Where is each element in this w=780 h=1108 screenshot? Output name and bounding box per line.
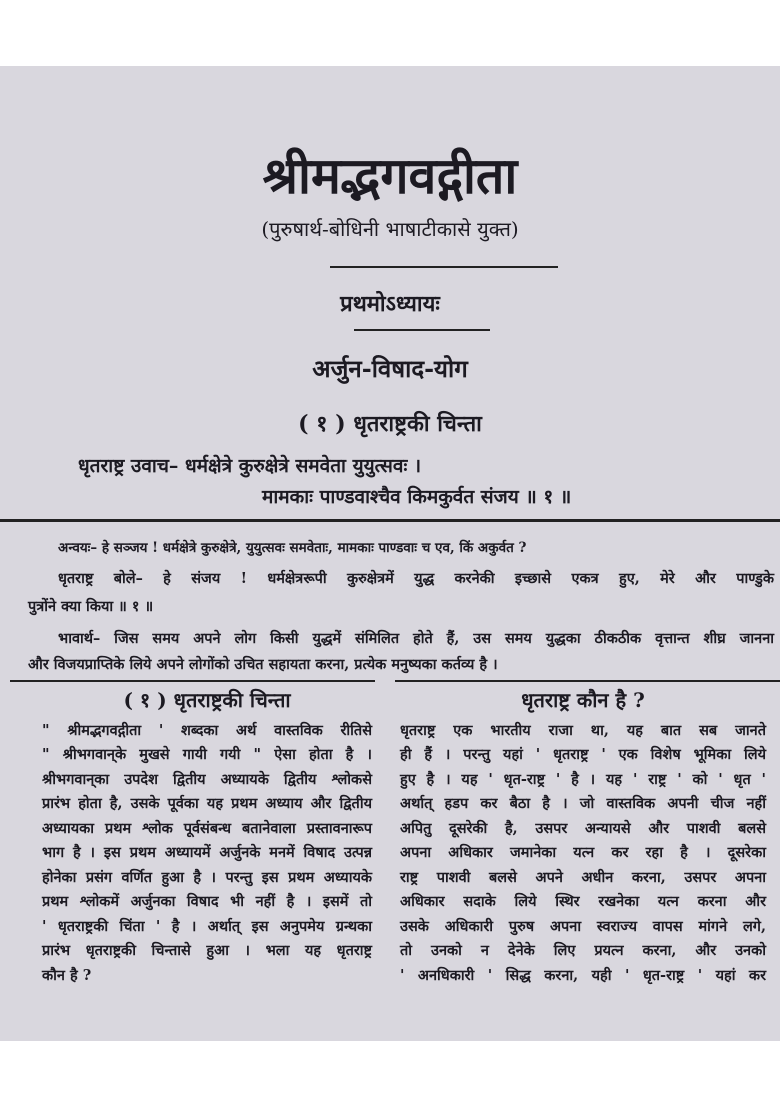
text-line: कौन है ? xyxy=(42,966,92,984)
divider xyxy=(354,329,490,331)
verse-line-1: धृतराष्ट्र उवाच– धर्मक्षेत्रे कुरुक्षेत्रे समवेता युयुत्सवः । xyxy=(78,455,422,477)
yoga-heading: अर्जुन-विषाद-योग xyxy=(312,354,468,383)
text-line: श्रीभगवान्‌का उपदेश द्वितीय अध्यायके द्वितीय श्लोकसे xyxy=(42,770,372,788)
text-line: होनेका प्रसंग वर्णित हुआ है । परन्तु इस प्रथम अध्यायके xyxy=(42,868,372,886)
right-column-heading: धृतराष्ट्र कौन है ? xyxy=(521,688,645,712)
text-line: ही हैं । परन्तु यहां ' धृतराष्ट्र ' एक विशेष भूमिका लिये xyxy=(400,746,766,763)
text-line: राष्ट्र पाशवी बलसे अपने अधीन करना, उसपर अपना xyxy=(400,868,766,886)
text-line: अध्यायका प्रथम श्लोक पूर्वसंबन्ध बतानेवाला प्रस्तावनारूप xyxy=(42,819,372,837)
verse-line-2: मामकाः पाण्डवाश्चैव किमकुर्वत संजय ॥ १ ॥ xyxy=(262,486,572,508)
left-column xyxy=(42,688,372,988)
divider xyxy=(330,266,558,268)
bhavarth-line: और विजयप्राप्तिके लिये अपने लोगोंको उचित सहायता करना, प्रत्येक मनुष्यका कर्तव्य है । xyxy=(28,656,498,673)
text-line: अधिकार सदाके लिये स्थिर रखनेका यत्न करना और xyxy=(400,893,766,910)
book-subtitle: (पुरुषार्थ-बोधिनी भाषाटीकासे युक्त) xyxy=(261,217,519,241)
text-line: तो उनको न देनेके लिए प्रयत्न करना, और उनको xyxy=(400,942,766,959)
anvaya: अन्वयः– हे सञ्जय ! धर्मक्षेत्रे कुरुक्षेत्रे, युयुत्सवः समवेताः, मामकाः पाण्डवाः च एव, किं अकुर्वत ? xyxy=(58,540,527,556)
text-line: भाग है । इस प्रथम अध्यायमें अर्जुनके मनमें विषाद उत्पन्न xyxy=(42,844,372,861)
text-line: अर्थात् हडप कर बैठा है । जो वास्तविक अपनी चीज नहीं xyxy=(400,795,766,812)
divider xyxy=(0,519,780,522)
bhavarth-line: भावार्थ– जिस समय अपने लोग किसी युद्धमें संमिलित होते हैं, उस समय युद्धका ठीकठीक वृत्तान्त शीघ्र जानना xyxy=(58,630,774,647)
text-line: अपितु दूसरेकी है, उसपर अन्यायसे और पाशवी बलसे xyxy=(400,819,766,837)
section-heading: ( १ ) धृतराष्ट्रकी चिन्ता xyxy=(298,411,482,437)
chapter-heading: प्रथमोऽध्यायः xyxy=(340,291,440,317)
text-line: उसके अधिकारी पुरुष अपना स्वराज्य वापस मांगने लगे, xyxy=(400,917,766,935)
text-line: अपना अधिकार जमानेका यत्न कर रहा है । दूसरेका xyxy=(400,844,766,861)
text-line: " श्रीभगवान्‌के मुखसे गायी गयी " ऐसा होता है । xyxy=(42,746,372,763)
text-line: प्रथम श्लोकमें अर्जुनका विषाद भी नहीं है । इसमें तो xyxy=(42,893,372,910)
text-line: हुए है । यह ' धृत-राष्ट्र ' है । यह ' राष्ट्र ' को ' धृत ' xyxy=(400,770,766,788)
text-line: प्रारंभ होता है, उसके पूर्वका यह प्रथम अध्याय और द्वितीय xyxy=(42,795,372,812)
translation-line: धृतराष्ट्र बोले– हे संजय ! धर्मक्षेत्ररूपी कुरुक्षेत्रमें युद्ध करनेकी इच्छासे एकत्र हुए, मेरे और पाण्डुके xyxy=(58,570,774,587)
right-column xyxy=(400,688,766,988)
divider xyxy=(10,680,375,682)
text-line: ' अनधिकारी ' सिद्ध करना, यही ' धृत-राष्ट्र ' यहां कर xyxy=(400,966,766,984)
text-line: " श्रीमद्भगवद्गीता ' शब्दका अर्थ वास्तविक रीतिसे xyxy=(42,721,372,739)
book-title: श्रीमद्भगवद्गीता xyxy=(262,146,518,205)
translation-line: पुत्रोंने क्या किया ॥ १ ॥ xyxy=(28,598,154,615)
text-line: ' धृतराष्ट्रकी चिंता ' है । अर्थात् इस अनुपमेय ग्रन्थका xyxy=(42,917,372,935)
divider xyxy=(395,680,780,682)
text-line: धृतराष्ट्र एक भारतीय राजा था, यह बात सब जानते xyxy=(400,721,766,739)
text-line: प्रारंभ धृतराष्ट्रकी चिन्तासे हुआ । भला यह धृतराष्ट्र xyxy=(42,942,372,959)
left-column-heading: ( १ ) धृतराष्ट्रकी चिन्ता xyxy=(123,688,291,712)
